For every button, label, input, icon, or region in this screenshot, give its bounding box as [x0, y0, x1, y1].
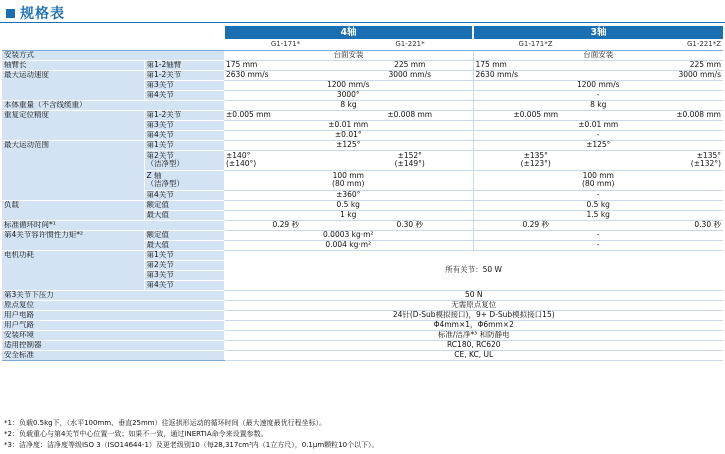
- cell-value: 3000 mm/s: [347, 70, 473, 80]
- value-line: (±123°): [520, 159, 551, 168]
- cell-value: 24针(D-Sub模拟接口)，9+ D-Sub模拟接口15): [224, 310, 723, 320]
- row-range-1: [2, 140, 723, 150]
- row-label: 第3关节下压力: [2, 290, 224, 300]
- cell-value: 台面安装: [473, 50, 723, 60]
- model-blank: [2, 39, 224, 50]
- cell-value: [224, 170, 473, 190]
- sublabel-line: 第2关节: [146, 151, 174, 161]
- footnotes: [4, 418, 720, 451]
- cell-value: [347, 150, 473, 170]
- cell-value: RC180, RC620: [224, 340, 723, 350]
- row-arm: [2, 60, 723, 70]
- row-sublabel: 额定值: [144, 230, 224, 240]
- row-press: [2, 290, 723, 300]
- row-mount: [2, 50, 723, 60]
- row-cycle: [2, 220, 723, 230]
- value-line: ±140°: [226, 151, 251, 161]
- cell-value: 175 mm: [473, 60, 598, 70]
- sublabel-line: （洁净型）: [146, 179, 184, 188]
- cell-value: -: [473, 190, 723, 200]
- model-g1-171: G1-171*: [224, 39, 347, 50]
- row-label: 轴臂长: [2, 60, 144, 70]
- cell-value: 0.29 秒: [473, 220, 598, 230]
- cell-value: ±0.01°: [224, 130, 473, 140]
- axis-3-header: 3轴: [473, 26, 723, 39]
- cell-value: 0.30 秒: [598, 220, 723, 230]
- value-line: ±135°: [696, 151, 721, 161]
- row-origin: [2, 300, 723, 310]
- footnote-3: *3：洁净度：洁净度等级ISO 3（ISO14644-1）及更老级别10（每28,317cm³内（1立方尺），0.1μm颗粒10个以下）。: [4, 441, 379, 449]
- row-label: 安装方式: [2, 50, 224, 60]
- page-title: [6, 4, 65, 22]
- row-load-rated: [2, 200, 723, 210]
- value-line: (80 mm): [582, 179, 615, 188]
- row-label: 本体重量（不含线缆重）: [2, 100, 224, 110]
- value-line: (±132°): [690, 159, 721, 168]
- model-g1-171z: G1-171*Z: [473, 39, 598, 50]
- row-label: 适用控制器: [2, 340, 224, 350]
- cell-value: 2630 mm/s: [224, 70, 347, 80]
- value-line: 100 mm: [582, 171, 614, 181]
- cell-value: ±0.005 mm: [473, 110, 598, 120]
- page-title-text: 规格表: [20, 6, 65, 22]
- row-weight: [2, 100, 723, 110]
- cell-value: 1 kg: [224, 210, 473, 220]
- cell-value: 225 mm: [347, 60, 473, 70]
- row-sublabel: 第1-2轴臂: [144, 60, 224, 70]
- row-sublabel: 第3关节: [144, 80, 224, 90]
- cell-value: 8 kg: [224, 100, 473, 110]
- row-label: 第4关节容许惯性力矩*²: [2, 230, 144, 250]
- row-sublabel: 最大值: [144, 210, 224, 220]
- cell-value: 3000°: [224, 90, 473, 100]
- value-line: ±152°: [397, 151, 422, 161]
- model-g1-221z: G1-221*Z: [598, 39, 723, 50]
- footnote-2: *2：负载重心与第4关节中心位置一致；如果不一致，通过INERTIA命令来设置参数。: [4, 430, 268, 438]
- cell-value: 8 kg: [473, 100, 723, 110]
- cell-value: Φ4mm×1，Φ6mm×2: [224, 320, 723, 330]
- cell-value: CE, KC, UL: [224, 350, 723, 360]
- row-speed-12: [2, 70, 723, 80]
- cell-value: 1200 mm/s: [473, 80, 723, 90]
- cell-value: 0.0003 kg·m²: [224, 230, 473, 240]
- row-std: [2, 350, 723, 360]
- row-label: 安全标准: [2, 350, 224, 360]
- row-label: 安装环境: [2, 330, 224, 340]
- cell-value: 1.5 kg: [473, 210, 723, 220]
- cell-value: ±0.01 mm: [224, 120, 473, 130]
- title-underline: [0, 22, 725, 23]
- row-motor-1: [2, 250, 723, 260]
- row-sublabel: 最大值: [144, 240, 224, 250]
- row-sublabel: 额定值: [144, 200, 224, 210]
- cell-value: 0.004 kg·m²: [224, 240, 473, 250]
- row-label: 用户电路: [2, 310, 224, 320]
- cell-value: 0.30 秒: [347, 220, 473, 230]
- value-line: (±149°): [394, 159, 425, 168]
- row-sublabel: 第3关节: [144, 120, 224, 130]
- row-air: [2, 320, 723, 330]
- cell-value: 175 mm: [224, 60, 347, 70]
- model-header-row: [2, 39, 723, 50]
- row-env: [2, 330, 723, 340]
- row-label: 电机功耗: [2, 250, 144, 290]
- row-label: 用户气路: [2, 320, 224, 330]
- value-line: (80 mm): [332, 179, 365, 188]
- row-sublabel: 第4关节: [144, 280, 224, 290]
- value-line: ±135°: [523, 151, 548, 161]
- title-marker-icon: [6, 9, 15, 18]
- sublabel-line: （洁净型）: [146, 159, 184, 168]
- row-label: 标准循环时间*¹: [2, 220, 224, 230]
- cell-value: ±0.005 mm: [224, 110, 347, 120]
- cell-value: 2630 mm/s: [473, 70, 598, 80]
- header-blank: [2, 26, 224, 39]
- row-sublabel: 第4关节: [144, 90, 224, 100]
- cell-value: [598, 150, 723, 170]
- cell-value: 225 mm: [598, 60, 723, 70]
- row-label: 最大运动速度: [2, 70, 144, 100]
- cell-value: ±125°: [473, 140, 723, 150]
- row-sublabel: 第3关节: [144, 270, 224, 280]
- value-line: (±140°): [226, 159, 257, 168]
- spec-table: [2, 26, 723, 361]
- value-line: 100 mm: [332, 171, 364, 181]
- cell-value: ±125°: [224, 140, 473, 150]
- row-ctrl: [2, 340, 723, 350]
- row-sublabel: [144, 150, 224, 170]
- row-inertia-rated: [2, 230, 723, 240]
- cell-value: -: [473, 130, 723, 140]
- model-g1-221: G1-221*: [347, 39, 473, 50]
- footnote-1: *1：负载0.5kg下，（水平100mm、垂直25mm）往返拱形运动的循环时间（最大速度最优行程坐标）。: [4, 419, 327, 427]
- cell-value: [473, 150, 598, 170]
- axis-header-row: [2, 26, 723, 39]
- row-label: 重复定位精度: [2, 110, 144, 140]
- cell-value: 0.5 kg: [473, 200, 723, 210]
- cell-value: ±360°: [224, 190, 473, 200]
- row-sublabel: 第4关节: [144, 190, 224, 200]
- cell-value: 无需原点复位: [224, 300, 723, 310]
- row-repeat-12: [2, 110, 723, 120]
- row-sublabel: 第1关节: [144, 250, 224, 260]
- cell-value: ±0.008 mm: [347, 110, 473, 120]
- cell-value: [473, 170, 723, 190]
- row-label: 负载: [2, 200, 144, 220]
- row-sublabel: 第2关节: [144, 260, 224, 270]
- sublabel-line: Z 轴: [146, 171, 162, 181]
- cell-value: -: [473, 90, 723, 100]
- cell-value: ±0.008 mm: [598, 110, 723, 120]
- row-label: 最大运动范围: [2, 140, 144, 200]
- row-sublabel: 第1关节: [144, 140, 224, 150]
- cell-value: 台面安装: [224, 50, 473, 60]
- row-label: 原点复位: [2, 300, 224, 310]
- cell-value: [224, 150, 347, 170]
- row-sublabel: 第1-2关节: [144, 70, 224, 80]
- row-sublabel: [144, 170, 224, 190]
- cell-value: 3000 mm/s: [598, 70, 723, 80]
- row-sublabel: 第4关节: [144, 130, 224, 140]
- cell-value: 所有关节：50 W: [224, 250, 723, 290]
- cell-value: ±0.01 mm: [473, 120, 723, 130]
- row-wiring: [2, 310, 723, 320]
- cell-value: 标准/洁净*³ 和防静电: [224, 330, 723, 340]
- cell-value: 0.29 秒: [224, 220, 347, 230]
- cell-value: 1200 mm/s: [224, 80, 473, 90]
- cell-value: 0.5 kg: [224, 200, 473, 210]
- cell-value: -: [473, 240, 723, 250]
- row-sublabel: 第1-2关节: [144, 110, 224, 120]
- cell-value: -: [473, 230, 723, 240]
- axis-4-header: 4轴: [224, 26, 473, 39]
- cell-value: 50 N: [224, 290, 723, 300]
